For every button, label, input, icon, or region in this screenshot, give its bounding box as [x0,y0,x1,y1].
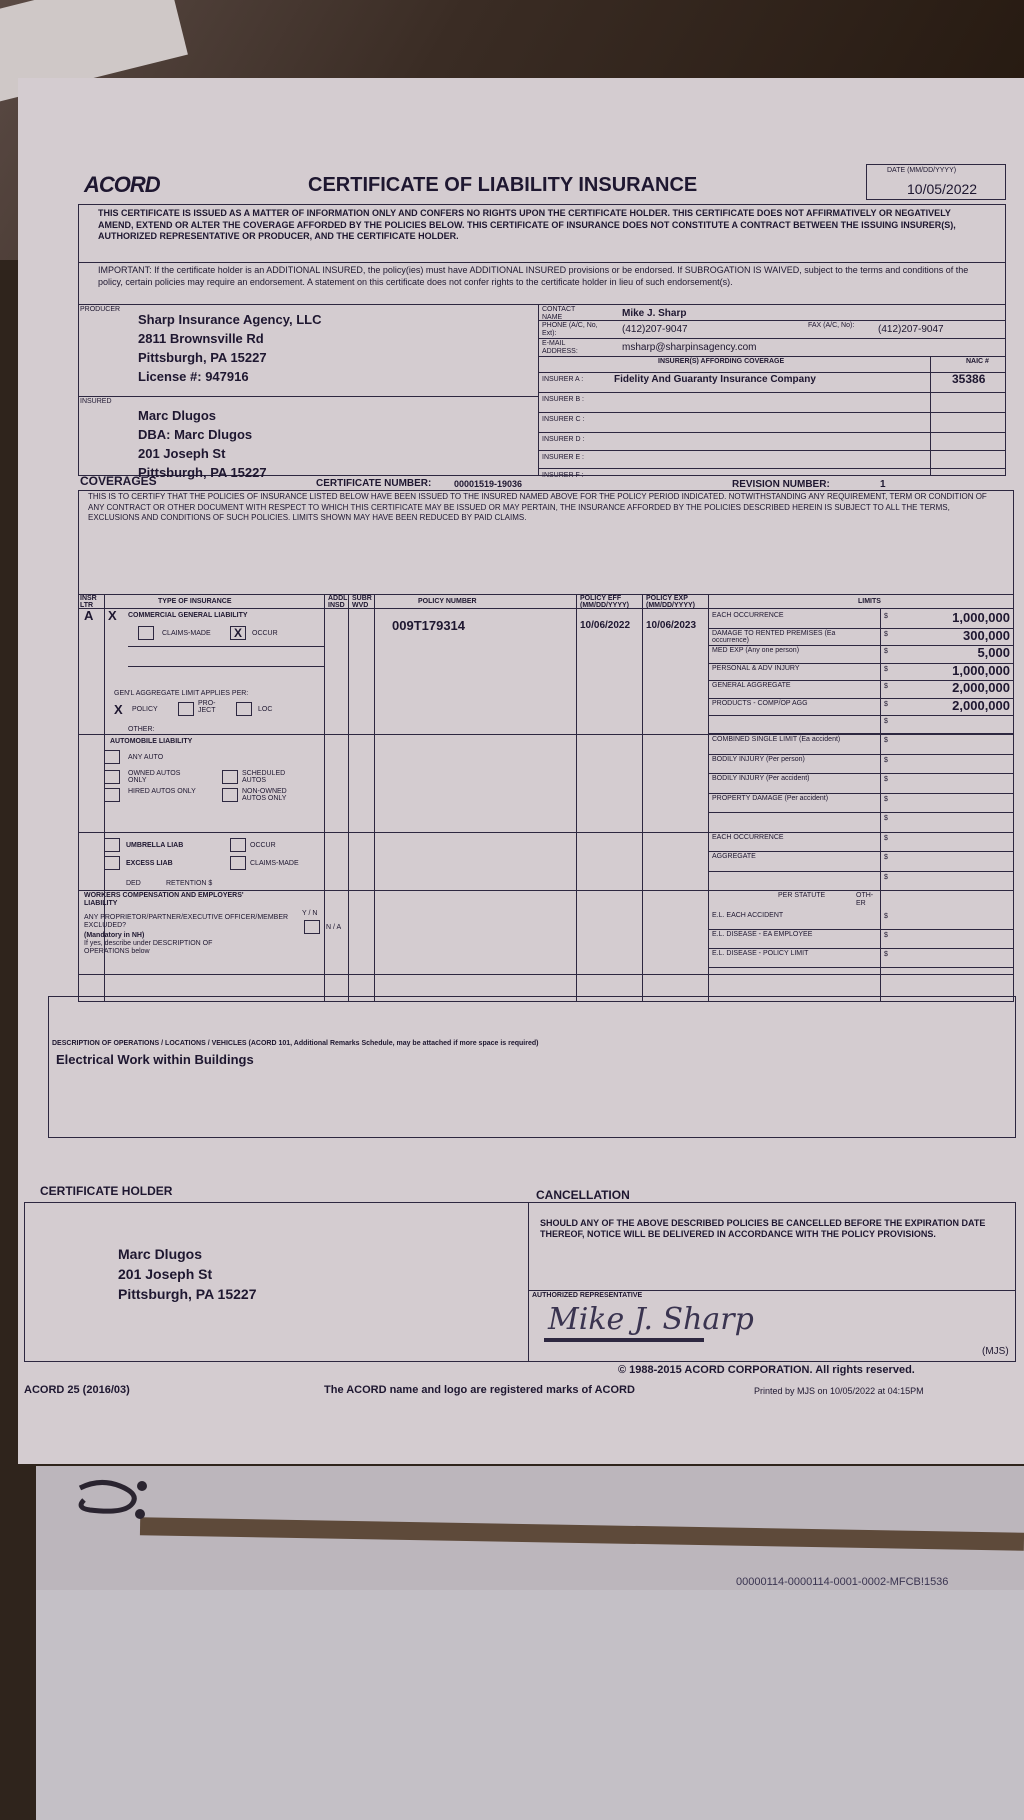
divider [880,608,881,1002]
divider [708,733,1014,734]
contact-phone-label: PHONE (A/C, No, Ext): [542,322,598,337]
workers-comp-type: WORKERS COMPENSATION AND EMPLOYERS' LIABILITY [84,892,244,907]
scheduled-autos-checkbox[interactable] [222,770,238,784]
divider [708,754,1014,755]
col-addl: ADDL INSD [328,595,348,609]
divider [708,773,1014,774]
claims-made-label: CLAIMS-MADE [162,630,211,637]
trademark-notice: The ACORD name and logo are registered marks of ACORD [324,1384,635,1396]
any-auto-label: ANY AUTO [128,754,164,761]
dollar-sign: $ [884,737,888,744]
occur-label: OCCUR [252,630,278,637]
signature-underline [544,1338,704,1342]
limit-label: E.L. DISEASE - POLICY LIMIT [712,950,809,957]
limit-label: DAMAGE TO RENTED PREMISES (Ea occurrence) [712,629,836,644]
revision-label: REVISION NUMBER: [732,479,830,490]
limit-value: 5,000 [977,645,1010,660]
divider [528,1290,1016,1291]
dollar-sign: $ [884,932,888,939]
dollar-sign: $ [884,700,888,708]
disclaimer-text: THIS CERTIFICATE IS ISSUED AS A MATTER OF INFORMATION ONLY AND CONFERS NO RIGHTS UPON THE CERTIFICATE HOLDER. THIS CERTIFICATE DOES NOT AFFIRMATIVELY OR NEGATIVELY AMEND, EXTEND OR ALTER THE COVERAGE AFFORDED BY THE POLICIES BELOW. THIS CERTIFICATE OF INSURANCE DOES NOT CONSTITUTE A CONTRACT BETWEEN THE ISSUING INSURER(S), AUTHORIZED REPRESENTATIVE OR PRODUCER, AND THE CERTIFICATE HOLDER. [98,208,956,241]
acord-logo: ACORD [84,172,160,197]
divider [642,594,643,1002]
gl-policy-number: 009T179314 [392,618,466,633]
producer-block [138,310,322,386]
contact-fax-label: FAX (A/C, No): [808,322,855,329]
col-insr-ltr: INSR LTR [80,595,97,609]
naic-label: NAIC # [966,358,989,365]
limit-label: COMBINED SINGLE LIMIT (Ea accident) [712,736,841,743]
printed-by: Printed by MJS on 10/05/2022 at 04:15PM [754,1386,924,1396]
divider [128,666,324,667]
loc-label: LOC [258,706,273,713]
gl-insr-ltr: A [84,608,94,623]
col-policy-number: POLICY NUMBER [418,598,477,605]
any-auto-checkbox[interactable] [104,750,120,764]
divider [78,734,1014,735]
limit-value: 1,000,000 [952,610,1010,625]
excluded-checkbox[interactable] [304,920,320,934]
divider [78,608,1014,609]
contact-name-label: CONTACT NAME [542,306,576,321]
insurers-header: INSURER(S) AFFORDING COVERAGE [658,358,785,365]
dollar-sign: $ [884,613,888,620]
divider [348,594,349,1002]
col-limits: LIMITS [858,598,881,605]
limit-value: 2,000,000 [952,680,1010,695]
insurer-label: INSURER D : [542,436,585,443]
gl-eff-date: 10/06/2022 [580,620,631,631]
gl-exp-date: 10/06/2023 [646,620,697,631]
limit-value: 300,000 [963,627,1010,643]
insured-label: INSURED [80,398,112,405]
copyright: © 1988-2015 ACORD CORPORATION. All rights reserved. [618,1364,915,1376]
divider [538,468,1006,469]
holder-block [118,1244,256,1304]
next-page-body [36,1590,1024,1820]
claims-made-checkbox[interactable] [138,626,154,640]
divider [708,594,709,1002]
insurer-label: INSURER F : [542,472,584,479]
excess-checkbox[interactable] [104,856,120,870]
initials: (MJS) [982,1346,1009,1357]
certificate-form [18,78,1024,1464]
divider [708,871,1014,872]
divider [538,392,1006,393]
insured-street: 201 Joseph St [138,446,226,461]
yes-no-label: Y / N [302,910,318,917]
other-label: OTH- ER [856,892,874,907]
loc-checkbox[interactable] [236,702,252,716]
insured-block [138,406,267,482]
dollar-sign: $ [884,951,888,958]
divider [708,967,1014,968]
divider [708,948,1014,949]
limit-label: PRODUCTS - COMP/OP AGG [712,699,808,707]
excess-label: EXCESS LIAB [126,860,173,867]
divider [78,262,1006,263]
divider [78,396,538,397]
owned-autos-label: OWNED AUTOS ONLY [128,770,181,784]
important-text: IMPORTANT: If the certificate holder is an ADDITIONAL INSURED, the policy(ies) must have ADDITIONAL INSURED provisions or be endorsed. If SUBROGATION IS WAIVED, subject to the terms and conditions of the policy, certain policies may require an endorsement. A statement on this certificate does not confer rights to the certificate holder in lieu of such endorsement(s). [98,265,969,287]
contact-fax: (412)207-9047 [878,324,944,335]
paperclip-icon [70,1470,160,1530]
form-number: ACORD 25 (2016/03) [24,1384,130,1396]
divider [528,1202,529,1362]
limit-label: MED EXP (Any one person) [712,647,800,654]
limit-label: E.L. DISEASE - EA EMPLOYEE [712,931,813,938]
date-value: 10/05/2022 [907,181,978,197]
divider [538,412,1006,413]
date-box [866,164,1006,200]
divider [538,372,1006,373]
dollar-sign: $ [884,683,888,690]
auto-type: AUTOMOBILE LIABILITY [110,738,193,745]
description-text: Electrical Work within Buildings [56,1052,254,1067]
limit-label: AGGREGATE [712,853,756,861]
divider [708,851,1014,852]
limit-value: 2,000,000 [952,697,1010,713]
insurer-label: INSURER A : [542,376,584,383]
insurer-label: INSURER E : [542,454,585,461]
umbrella-checkbox[interactable] [104,838,120,852]
cert-number: 00001519-19036 [454,479,523,489]
dollar-sign: $ [884,854,888,862]
producer-label: PRODUCER [80,306,121,313]
scheduled-autos-label: SCHEDULED AUTOS [242,770,286,784]
insurer-label: INSURER B : [542,396,585,403]
ded-label: DED [126,880,141,887]
dollar-sign: $ [884,795,888,803]
contact-email: msharp@sharpinsagency.com [622,342,757,353]
divider [78,594,1014,595]
limit-label: PERSONAL & ADV INJURY [712,664,800,672]
dollar-sign: $ [884,815,888,823]
divider [708,645,1014,646]
divider [930,356,931,476]
divider [324,594,325,1002]
occur-checkbox[interactable]: X [230,626,246,640]
umbrella-occur-label: OCCUR [250,842,276,849]
dollar-sign: $ [884,648,888,655]
divider [538,450,1006,451]
limit-label: E.L. EACH ACCIDENT [712,912,784,919]
divider [708,715,1014,716]
producer-name: Sharp Insurance Agency, LLC [138,312,322,327]
per-statute-label: PER STATUTE [778,892,826,899]
policy-checkbox[interactable]: X [114,702,123,717]
coverage-statement: THIS IS TO CERTIFY THAT THE POLICIES OF INSURANCE LISTED BELOW HAVE BEEN ISSUED TO THE INSURED NAMED ABOVE FOR THE POLICY PERIOD INDICATED. NOTWITHSTANDING ANY REQUIREMENT, TERM OR CONDITION OF ANY CONTRACT OR OTHER DOCUMENT WITH RESPECT TO WHICH THIS CERTIFICATE MAY BE ISSUED OR MAY PERTAIN, THE INSURANCE AFFORDED BY THE POLICIES DESCRIBED HEREIN IS SUBJECT TO ALL THE TERMS, EXCLUSIONS AND CONDITIONS OF SUCH POLICIES. LIMITS SHOWN MAY HAVE BEEN REDUCED BY PAID CLAIMS. [88,492,987,522]
coverages-label: COVERAGES [80,474,157,488]
col-policy-eff: POLICY EFF (MM/DD/YYYY) [580,595,629,609]
other-label: OTHER: [128,726,155,733]
divider [708,890,1014,891]
divider [708,929,1014,930]
producer-street: 2811 Brownsville Rd [138,331,264,346]
limit-label: GENERAL AGGREGATE [712,682,791,689]
dollar-sign: $ [884,756,888,764]
revision-number: 1 [880,479,886,490]
producer-license: License #: 947916 [138,369,249,384]
description-frame [48,996,1016,1138]
na-label: N / A [326,924,342,931]
dollar-sign: $ [884,913,888,920]
divider [708,793,1014,794]
project-label: PRO- JECT [198,700,216,714]
mandatory-note: (Mandatory in NH) [84,932,145,939]
policy-label: POLICY [132,706,158,713]
contact-email-label: E-MAIL ADDRESS: [542,340,578,355]
limit-label: BODILY INJURY (Per accident) [712,775,810,783]
divider [538,338,1006,339]
contact-phone: (412)207-9047 [622,324,688,335]
hired-autos-checkbox[interactable] [104,788,120,802]
divider [708,832,1014,833]
cancellation-label: CANCELLATION [536,1188,630,1202]
umbrella-label: UMBRELLA LIAB [126,842,184,849]
limit-label: EACH OCCURRENCE [712,612,784,619]
divider [128,646,324,647]
non-owned-autos-checkbox[interactable] [222,788,238,802]
umbrella-claims-made-checkbox[interactable] [230,856,246,870]
hired-autos-label: HIRED AUTOS ONLY [128,788,196,795]
insured-name: Marc Dlugos [138,408,217,423]
aggregate-label: GEN'L AGGREGATE LIMIT APPLIES PER: [114,690,249,697]
insured-city: Pittsburgh, PA 15227 [138,465,267,480]
authorized-rep-label: AUTHORIZED REPRESENTATIVE [532,1292,643,1299]
umbrella-claims-made-label: CLAIMS-MADE [250,860,299,867]
divider [538,320,1006,321]
divider [576,594,577,1002]
page-code: 00000114-0000114-0001-0002-MFCB!1536 [736,1576,949,1588]
contact-name: Mike J. Sharp [622,308,687,319]
describe-note: If yes, describe under DESCRIPTION OF OPERATIONS below [84,940,213,955]
col-type: TYPE OF INSURANCE [158,598,232,605]
retention-label: RETENTION $ [166,880,213,887]
cert-number-label: CERTIFICATE NUMBER: [316,478,432,489]
col-subr: SUBR WVD [352,595,372,609]
dollar-sign: $ [884,665,888,673]
dollar-sign: $ [884,873,888,881]
limit-label: EACH OCCURRENCE [712,834,784,841]
insurer-naic: 35386 [952,372,986,386]
description-label: DESCRIPTION OF OPERATIONS / LOCATIONS / VEHICLES (ACORD 101, Additional Remarks Schedule, may be attached if more space is required) [52,1040,539,1047]
divider [538,356,1006,357]
dollar-sign: $ [884,835,888,842]
divider [78,304,1006,305]
producer-city: Pittsburgh, PA 15227 [138,350,267,365]
holder-city: Pittsburgh, PA 15227 [118,1286,257,1302]
divider [374,594,375,1002]
owned-autos-checkbox[interactable] [104,770,120,784]
divider [78,974,1014,975]
col-policy-exp: POLICY EXP (MM/DD/YYYY) [646,595,695,609]
dollar-sign: $ [884,776,888,784]
divider [708,812,1014,813]
holder-name: Marc Dlugos [118,1246,203,1262]
project-checkbox[interactable] [178,702,194,716]
signature: Mike J. Sharp [548,1302,754,1337]
gl-type: COMMERCIAL GENERAL LIABILITY [128,612,248,619]
dollar-sign: $ [884,630,888,638]
insurer-label: INSURER C : [542,416,585,423]
limit-value: 1,000,000 [952,662,1010,678]
non-owned-autos-label: NON-OWNED AUTOS ONLY [242,788,287,802]
excluded-question: ANY PROPRIETOR/PARTNER/EXECUTIVE OFFICER/MEMBER EXCLUDED? [84,914,289,929]
limit-label: PROPERTY DAMAGE (Per accident) [712,794,829,802]
gl-checkbox[interactable]: X [108,608,117,623]
certificate-holder-label: CERTIFICATE HOLDER [40,1184,173,1198]
page-title: CERTIFICATE OF LIABILITY INSURANCE [308,174,698,196]
umbrella-occur-checkbox[interactable] [230,838,246,852]
insurer-name: Fidelity And Guaranty Insurance Company [614,374,816,385]
date-label: DATE (MM/DD/YYYY) [887,167,957,174]
dollar-sign: $ [884,718,888,725]
cancellation-text: SHOULD ANY OF THE ABOVE DESCRIBED POLICIES BE CANCELLED BEFORE THE EXPIRATION DATE THEREOF, NOTICE WILL BE DELIVERED IN ACCORDANCE WITH THE POLICY PROVISIONS. [540,1218,986,1239]
holder-street: 201 Joseph St [118,1266,213,1282]
limit-label: BODILY INJURY (Per person) [712,755,805,763]
divider [538,432,1006,433]
insured-dba: DBA: Marc Dlugos [138,427,253,442]
